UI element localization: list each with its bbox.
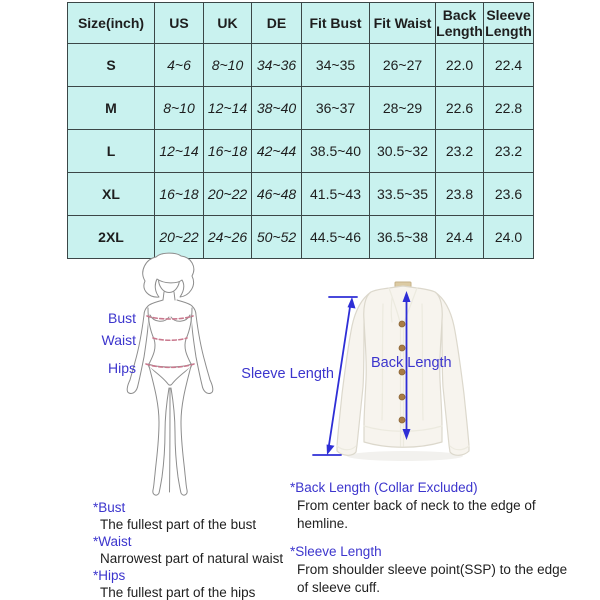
back-length-label: Back Length bbox=[371, 355, 452, 371]
header-back-length: Back Length bbox=[436, 3, 484, 44]
value-cell: 44.5~46 bbox=[302, 216, 370, 259]
value-cell: 22.6 bbox=[436, 87, 484, 130]
value-cell: 24~26 bbox=[204, 216, 252, 259]
value-cell: 22.0 bbox=[436, 44, 484, 87]
note-term-hips: *Hips bbox=[93, 568, 126, 583]
figure-left-leg bbox=[149, 366, 169, 495]
header-us: US bbox=[155, 3, 204, 44]
measurement-notes-left bbox=[93, 499, 283, 600]
value-cell: 8~10 bbox=[204, 44, 252, 87]
table-row bbox=[68, 87, 534, 130]
size-table bbox=[67, 2, 534, 259]
table-row bbox=[68, 44, 534, 87]
size-table-body bbox=[68, 44, 534, 259]
note-desc-waist: Narrowest part of natural waist bbox=[100, 551, 284, 566]
value-cell: 24.0 bbox=[484, 216, 534, 259]
value-cell: 20~22 bbox=[155, 216, 204, 259]
size-cell: 2XL bbox=[68, 216, 155, 259]
note-term-waist: *Waist bbox=[93, 534, 132, 549]
table-row bbox=[68, 173, 534, 216]
note-desc-bust: The fullest part of the bust bbox=[100, 517, 257, 532]
waist-label: Waist bbox=[101, 332, 136, 348]
note-term-back-length: *Back Length (Collar Excluded) bbox=[290, 480, 478, 495]
value-cell: 38~40 bbox=[252, 87, 302, 130]
hips-label: Hips bbox=[107, 360, 136, 376]
cardigan-shadow bbox=[347, 451, 463, 461]
header-fit-bust: Fit Bust bbox=[302, 3, 370, 44]
size-cell: M bbox=[68, 87, 155, 130]
value-cell: 22.4 bbox=[484, 44, 534, 87]
value-cell: 23.8 bbox=[436, 173, 484, 216]
value-cell: 50~52 bbox=[252, 216, 302, 259]
cardigan-drawing bbox=[337, 282, 469, 461]
value-cell: 16~18 bbox=[204, 130, 252, 173]
female-figure-illustration bbox=[85, 252, 215, 502]
table-row bbox=[68, 130, 534, 173]
size-cell: XL bbox=[68, 173, 155, 216]
value-cell: 34~35 bbox=[302, 44, 370, 87]
value-cell: 23.2 bbox=[436, 130, 484, 173]
value-cell: 38.5~40 bbox=[302, 130, 370, 173]
waist-measure-line bbox=[153, 338, 187, 340]
button-5 bbox=[399, 417, 405, 423]
value-cell: 8~10 bbox=[155, 87, 204, 130]
value-cell: 23.2 bbox=[484, 130, 534, 173]
button-1 bbox=[399, 321, 405, 327]
bust-label: Bust bbox=[107, 310, 136, 326]
value-cell: 33.5~35 bbox=[370, 173, 436, 216]
figure-right-leg bbox=[171, 366, 191, 495]
value-cell: 30.5~32 bbox=[370, 130, 436, 173]
value-cell: 42~44 bbox=[252, 130, 302, 173]
header-de: DE bbox=[252, 3, 302, 44]
header-fit-waist: Fit Waist bbox=[370, 3, 436, 44]
value-cell: 28~29 bbox=[370, 87, 436, 130]
value-cell: 16~18 bbox=[155, 173, 204, 216]
value-cell: 26~27 bbox=[370, 44, 436, 87]
value-cell: 24.4 bbox=[436, 216, 484, 259]
note-term-sleeve-length: *Sleeve Length bbox=[290, 544, 382, 559]
value-cell: 41.5~43 bbox=[302, 173, 370, 216]
measurement-notes-right bbox=[290, 479, 582, 600]
value-cell: 12~14 bbox=[204, 87, 252, 130]
value-cell: 20~22 bbox=[204, 173, 252, 216]
value-cell: 34~36 bbox=[252, 44, 302, 87]
button-4 bbox=[399, 394, 405, 400]
note-desc-back-length: From center back of neck to the edge of hemline. bbox=[297, 498, 536, 531]
figure-neck bbox=[163, 292, 175, 300]
value-cell: 36~37 bbox=[302, 87, 370, 130]
value-cell: 12~14 bbox=[155, 130, 204, 173]
header-uk: UK bbox=[204, 3, 252, 44]
size-cell: L bbox=[68, 130, 155, 173]
note-term-bust: *Bust bbox=[93, 500, 126, 515]
header-size-inch: Size(inch) bbox=[68, 3, 155, 44]
value-cell: 22.8 bbox=[484, 87, 534, 130]
note-desc-sleeve-length: From shoulder sleeve point(SSP) to the edge of sleeve cuff. bbox=[297, 562, 568, 595]
value-cell: 4~6 bbox=[155, 44, 204, 87]
figure-inner-leg-line bbox=[170, 388, 171, 492]
sleeve-length-label: Sleeve Length bbox=[241, 366, 334, 382]
header-sleeve-length: Sleeve Length bbox=[484, 3, 534, 44]
size-cell: S bbox=[68, 44, 155, 87]
table-header-row bbox=[68, 3, 534, 44]
value-cell: 36.5~38 bbox=[370, 216, 436, 259]
button-2 bbox=[399, 345, 405, 351]
value-cell: 46~48 bbox=[252, 173, 302, 216]
note-desc-hips: The fullest part of the hips bbox=[100, 585, 256, 600]
value-cell: 23.6 bbox=[484, 173, 534, 216]
